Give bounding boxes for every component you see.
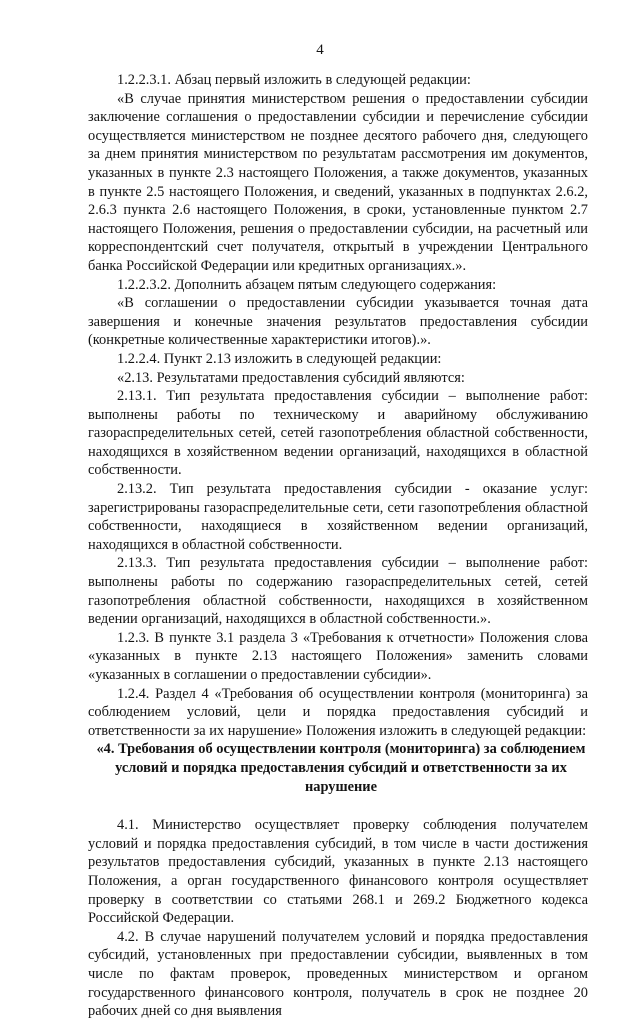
page-number: 4 xyxy=(316,42,324,58)
paragraph-1-2-2-3-1: 1.2.2.3.1. Абзац первый изложить в следующей редакции: xyxy=(117,72,471,88)
paragraph-quote-subsidy-agreement: «В случае принятия министерством решения о предоставлении субсидии заключение соглашения о предоставлении субсидии и перечисление субсидии осуществляется министерством не позднее десятого рабочего дня, следующего за днем принятия министерством по результатам рассмотрения им документов, указанных в пункте 2.3 настоящего Положения, а также документов, указанных в пункте 2.5 настоящего Положения, и сведений, указанных в подпунктах 2.6.2, 2.6.3 пункта 2.6 настоящего Положения, в сроки, установленные пунктом 2.7 настоящего Положения, решения о предоставлении субсидии, на расчетный или корреспондентский счет получателя, открытый в учреждении Центрального банка Российской Федерации или кредитных организациях.». xyxy=(88,90,588,274)
section-4-heading: «4. Требования об осуществлении контроля (мониторинга) за соблюдением условий и порядка предоставления субсидий и ответственности за их нарушение xyxy=(96,741,586,795)
paragraph-1-2-2-3-2: 1.2.2.3.2. Дополнить абзацем пятым следующего содержания: xyxy=(117,276,497,293)
document-body xyxy=(88,71,588,1021)
paragraph-2-13-3: 2.13.3. Тип результата предоставления субсидии – выполнение работ: выполнены работы по содержанию газораспределительных сетей, сетей газопотребления областной собственности, находящихся в хозяйственном ведении организаций, находящихся в областной собственности.». xyxy=(88,555,588,628)
paragraph-1-2-3: 1.2.3. В пункте 3.1 раздела 3 «Требования к отчетности» Положения слова «указанных в пункте 2.13 настоящего Положения» заменить словами «указанных в соглашении о предоставлении субсидии». xyxy=(88,629,588,683)
section-spacer xyxy=(88,796,588,816)
paragraph-1-2-4: 1.2.4. Раздел 4 «Требования об осуществлении контроля (мониторинга) за соблюдением условий, цели и порядка предоставления субсидий и ответственности за их нарушение» Положения изложить в следующей редакции: xyxy=(88,685,588,739)
paragraph-quote-agreement-date: «В соглашении о предоставлении субсидии указывается точная дата завершения и конечные значения результатов предоставления субсидии (конкретные количественные характеристики итогов).». xyxy=(88,295,588,349)
paragraph-1-2-2-4: 1.2.2.4. Пункт 2.13 изложить в следующей редакции: xyxy=(117,350,442,367)
paragraph-2-13: «2.13. Результатами предоставления субсидий являются: xyxy=(117,369,465,386)
paragraph-2-13-1: 2.13.1. Тип результата предоставления субсидии – выполнение работ: выполнены работы по техническому и аварийному обслуживанию газораспределительных сетей, сетей газопотребления областной собственности, находящихся в хозяйственном ведении организаций, находящихся в областной собственности. xyxy=(88,388,588,479)
paragraph-4-2: 4.2. В случае нарушений получателем условий и порядка предоставления субсидий, установленных при предоставлении субсидии, выявленных в том числе по фактам проверок, проведенных министерством и органом государственного финансового контроля, получатель в срок не позднее 20 рабочих дней со дня выявления xyxy=(88,928,588,1020)
paragraph-2-13-2: 2.13.2. Тип результата предоставления субсидии - оказание услуг: зарегистрированы газораспределительные сети, сети газопотребления областной собственности, находящиеся в хозяйственном ведении организаций, находящихся в областной собственности. xyxy=(88,481,588,553)
paragraph-4-1: 4.1. Министерство осуществляет проверку соблюдения получателем условий и порядка предоставления субсидий, в том числе в части достижения результатов предоставления субсидий, указанных в пункте 2.13 настоящего Положения, а орган государственного финансового контроля осуществляет проверку в соответствии со статьями 268.1 и 269.2 Бюджетного кодекса Российской Федерации. xyxy=(88,817,588,927)
